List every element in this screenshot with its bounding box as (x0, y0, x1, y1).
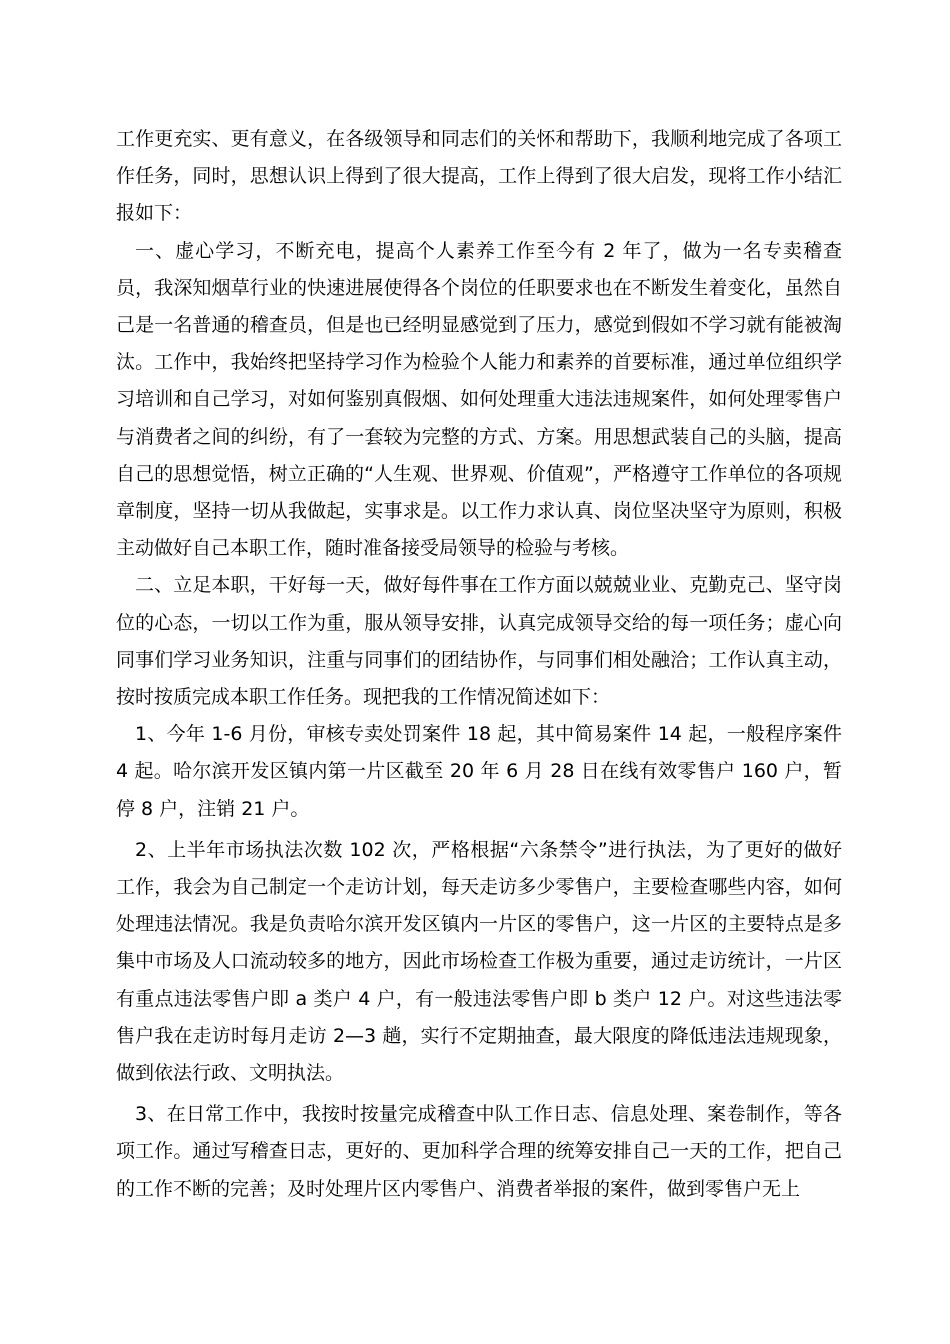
document-body (116, 121, 842, 1208)
paragraph-item-three: 3、在日常工作中，我按时按量完成稽查中队工作日志、信息处理、案卷制作，等各项工作。通过写稽查日志，更好的、更加科学合理的统筹安排自己一天的工作，把自己的工作不断的完善；及时处理片区内零售户、消费者举报的案件，做到零售户无上 (116, 1103, 842, 1200)
paragraph-section-two: 二、立足本职，干好每一天，做好每件事在工作方面以兢兢业业、克勤克己、坚守岗位的心态，一切以工作为重，服从领导安排，认真完成领导交给的每一项任务；虚心向同事们学习业务知识，注重与同事们的团结协作，与同事们相处融洽；工作认真主动，按时按质完成本职工作任务。现把我的工作情况简述如下： (116, 574, 842, 709)
paragraph-item-one: 1、今年 1-6 月份，审核专卖处罚案件 18 起，其中简易案件 14 起，一般程序案件 4 起。哈尔滨开发区镇内第一片区截至 20 年 6 月 28 日在线有效零售户 160 户，暂停 8 户，注销 21 户。 (116, 723, 842, 820)
paragraph-intro: 工作更充实、更有意义，在各级领导和同志们的关怀和帮助下，我顺利地完成了各项工作任务，同时，思想认识上得到了很大提高，工作上得到了很大启发，现将工作小结汇报如下： (116, 128, 842, 225)
paragraph-item-two: 2、上半年市场执法次数 102 次，严格根据“六条禁令”进行执法，为了更好的做好工作，我会为自己制定一个走访计划，每天走访多少零售户，主要检查哪些内容，如何处理违法情况。我是负责哈尔滨开发区镇内一片区的零售户，这一片区的主要特点是多集中市场及人口流动较多的地方，因此市场检查工作极为重要，通过走访统计，一片区有重点违法零售户即 a 类户 4 户，有一般违法零售户即 b 类户 12 户。对这些违法零售户我在走访时每月走访 2—3 趟，实行不定期抽查，最大限度的降低违法违规现象，做到依法行政、文明执法。 (116, 838, 842, 1085)
paragraph-section-one: 一、虚心学习，不断充电，提高个人素养工作至今有 2 年了，做为一名专卖稽查员，我深知烟草行业的快速进展使得各个岗位的任职要求也在不断发生着变化，虽然自己是一名普通的稽查员，但是也已经明显感觉到了压力，感觉到假如不学习就有能被淘汰。工作中，我始终把坚持学习作为检验个人能力和素养的首要标准，通过单位组织学习培训和自己学习，对如何鉴别真假烟、如何处理重大违法违规案件，如何处理零售户与消费者之间的纠纷，有了一套较为完整的方式、方案。用思想武装自己的头脑，提高自己的思想觉悟，树立正确的“人生观、世界观、价值观”，严格遵守工作单位的各项规章制度，坚持一切从我做起，实事求是。以工作力求认真、岗位坚决坚守为原则，积极主动做好自己本职工作，随时准备接受局领导的检验与考核。 (116, 239, 842, 560)
